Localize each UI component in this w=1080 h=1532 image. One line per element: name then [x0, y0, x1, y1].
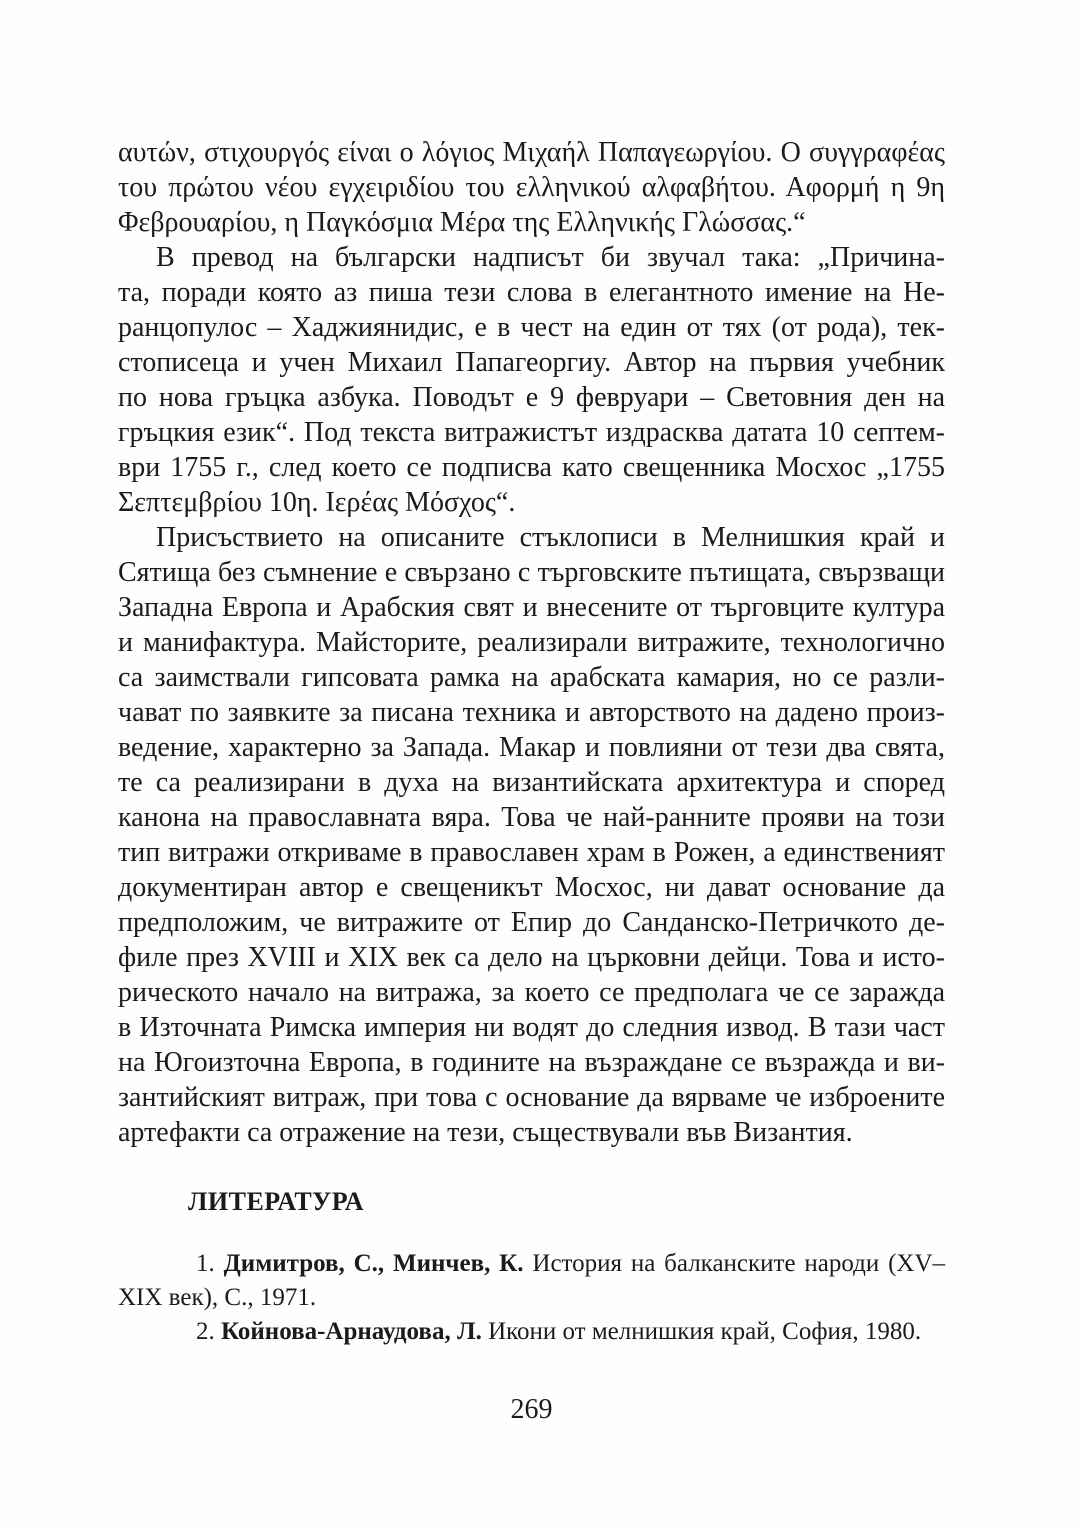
text-line: зантийският витраж, при това с основание да вярваме че изброените	[118, 1082, 945, 1113]
text-line: тип витражи откриваме в православен храм в Рожен, а единственият	[118, 837, 945, 868]
text-block	[118, 135, 945, 1349]
text-line: та, поради която аз пиша тези слова в елегантното имение на Не-	[118, 277, 945, 308]
text-line: те са реализирани в духа на византийската архитектура и според	[118, 767, 945, 798]
text-line: ведение, характерно за Запада. Макар и повлияни от тези два свята,	[118, 732, 945, 763]
text-line: Σεπτεμβρίου 10η. Ιερέας Μόσχος“.	[118, 487, 516, 518]
text-line: и манифактура. Майсторите, реализирали витражите, технологично	[118, 627, 945, 658]
text-line: стописеца и учен Михаил Папагеоргиу. Автор на първия учебник	[118, 347, 945, 378]
reference-text: Икони от мелнишкия край, София, 1980.	[488, 1318, 922, 1345]
reference-authors: Димитров, С., Минчев, К.	[223, 1250, 524, 1277]
text-line: на Югоизточна Европа, в годините на възраждане се възражда и ви-	[118, 1047, 945, 1078]
text-line: канона на православната вяра. Това че най-ранните прояви на този	[118, 802, 945, 833]
text-line: Сятища без съмнение е свързано с търговските пътищата, свързващи	[118, 557, 945, 588]
literature-heading: ЛИТЕРАТУРА	[188, 1187, 365, 1216]
reference-number: 2.	[196, 1318, 215, 1345]
text-line: артефакти са отражение на тези, съществували във Византия.	[118, 1117, 853, 1148]
text-line: рическото начало на витража, за което се предполага че се заражда	[118, 977, 945, 1008]
reference-entry	[118, 1315, 945, 1349]
reference-authors: Койнова-Арнаудова, Л.	[221, 1318, 482, 1345]
reference-number: 1.	[196, 1250, 215, 1277]
paragraph	[118, 520, 945, 1150]
text-line: Φεβρουαρίου, η Παγκόσμια Μέρα της Ελληνικής Γλώσσας.“	[118, 207, 806, 238]
body-paragraphs	[118, 135, 945, 1150]
text-line: Присъствието на описаните стъклописи в Мелнишкия край и	[156, 522, 945, 553]
text-line: αυτών, στιχουργός είναι ο λόγιος Μιχαήλ Παπαγεωργίου. Ο συγγραφέας	[118, 137, 945, 168]
text-line: Западна Европа и Арабския свят и внесените от търговците култура	[118, 592, 945, 623]
text-line: гръцкия език“. Под текста витражистът издрасква датата 10 септем-	[118, 417, 945, 448]
text-line: του πρώτου νέου εγχειριδίου του ελληνικού αλφαβήτου. Αφορμή η 9η	[118, 172, 945, 203]
paragraph	[118, 135, 945, 240]
text-line: предположим, че витражите от Епир до Санданско-Петричкото де-	[118, 907, 945, 938]
text-line: по нова гръцка азбука. Поводът е 9 февруари – Световния ден на	[118, 382, 945, 413]
paragraph	[118, 240, 945, 520]
reference-entry	[118, 1247, 945, 1315]
text-line: документиран автор е свещеникът Мосхос, ни дават основание да	[118, 872, 945, 903]
literature-entries	[118, 1247, 945, 1349]
text-line: са заимствали гипсовата рамка на арабската камария, но се разли-	[118, 662, 945, 693]
page-number: 269	[510, 1394, 553, 1425]
text-line: ври 1755 г., след което се подписва като свещенника Мосхос „1755	[118, 452, 945, 483]
text-line: ранцопулос – Хаджиянидис, е в чест на един от тях (от рода), тек-	[118, 312, 945, 343]
text-line: В превод на български надписът би звучал така: „Причина-	[156, 242, 945, 273]
reference-text: История на балканските народи (XV–XIX век), С., 1971.	[118, 1250, 946, 1311]
text-line: чават по заявките за писана техника и авторството на дадено произ-	[118, 697, 945, 728]
text-line: филе през XVIII и XIX век са дело на църковни дейци. Това и исто-	[118, 942, 945, 973]
text-line: в Източната Римска империя ни водят до следния извод. В тази част	[118, 1012, 945, 1043]
